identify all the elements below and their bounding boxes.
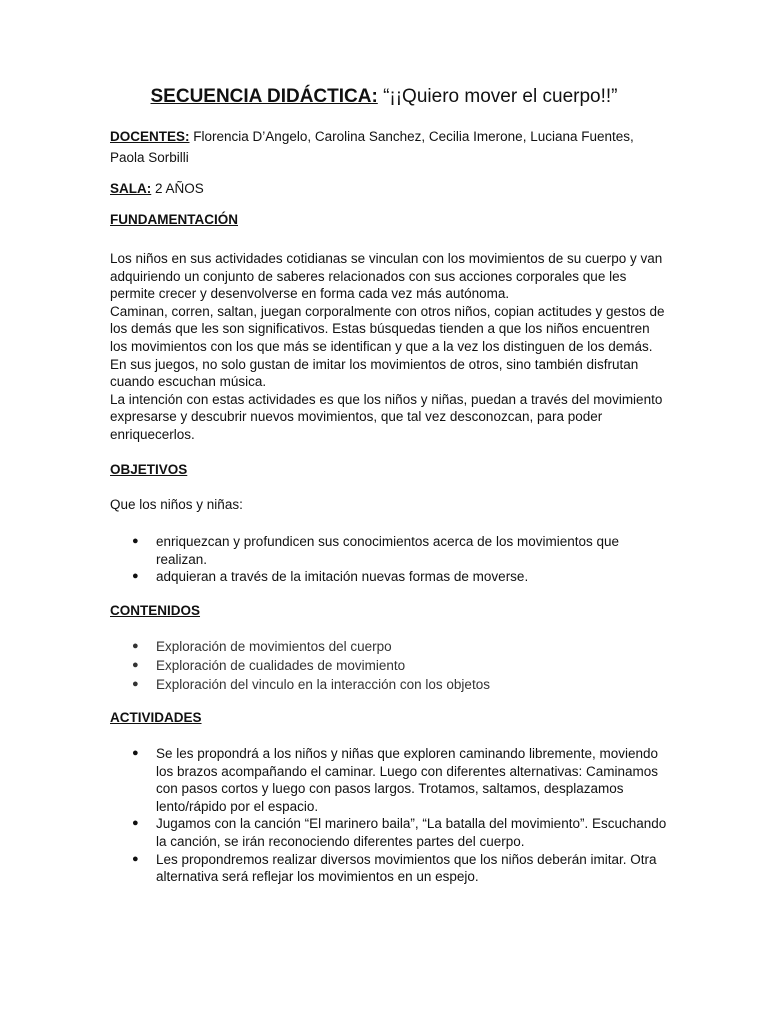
- list-item: [110, 676, 670, 694]
- fundamentacion-paragraph: La intención con estas actividades es que los niños y niñas, puedan a través del movimiento expresarse y descubrir nuevos movimientos, que tal vez desconozcan, para poder enriquecerlos.: [110, 391, 663, 442]
- list-item: [110, 657, 670, 675]
- objetivos-heading: OBJETIVOS: [110, 462, 188, 477]
- fundamentacion-paragraph: Los niños en sus actividades cotidianas se vinculan con los movimientos de su cuerpo y van adquiriendo un conjunto de saberes relacionados con sus acciones corporales que les permite crecer y desenvolverse en forma cada vez más autónoma.: [110, 251, 663, 302]
- actividades-list: [110, 745, 670, 886]
- list-item-text: Se les propondrá a los niños y niñas que exploren caminando libremente, moviendo los brazos acompañando el caminar. Luego con diferentes alternativas: Caminamos con pasos cortos y luego con pasos largos. Trotamos, saltamos, desplazamos lento/rápido por el espacio.: [156, 746, 659, 814]
- bullet-icon: ●: [132, 640, 139, 652]
- bullet-icon: ●: [132, 570, 139, 583]
- list-item-text: Les propondremos realizar diversos movimientos que los niños deberán imitar. Otra alternativa será reflejar los movimientos en un espejo.: [156, 851, 657, 885]
- list-item-text: Exploración de movimientos del cuerpo: [156, 639, 392, 654]
- list-item: [110, 568, 670, 586]
- list-item: [110, 851, 670, 886]
- bullet-icon: ●: [132, 817, 139, 830]
- bullet-icon: ●: [132, 658, 139, 671]
- bullet-icon: ●: [132, 535, 139, 547]
- fundamentacion-heading: FUNDAMENTACIÓN: [110, 212, 238, 227]
- docentes-value: Florencia D’Angelo, Carolina Sanchez, Cecilia Imerone, Luciana Fuentes, Paola Sorbilli: [110, 129, 634, 165]
- sala-value: 2 AÑOS: [155, 181, 204, 196]
- bullet-icon: ●: [132, 852, 139, 865]
- list-item: [110, 745, 670, 815]
- actividades-heading: ACTIVIDADES: [110, 710, 202, 725]
- list-item-text: Exploración de cualidades de movimiento: [156, 657, 406, 673]
- title-text: “¡¡Quiero mover el cuerpo!!”: [383, 86, 618, 107]
- bullet-icon: ●: [132, 747, 139, 759]
- list-item-text: Exploración del vinculo en la interacción con los objetos: [156, 676, 490, 692]
- objetivos-list: [110, 533, 670, 586]
- objetivos-intro: Que los niños y niñas:: [110, 497, 243, 512]
- document-title: [0, 86, 768, 108]
- bullet-icon: ●: [132, 677, 139, 690]
- docentes-label: DOCENTES:: [110, 129, 190, 144]
- contenidos-heading: CONTENIDOS: [110, 603, 201, 618]
- docentes-line: [110, 126, 670, 168]
- list-item: [110, 815, 670, 850]
- fundamentacion-paragraph: Caminan, corren, saltan, juegan corporalmente con otros niños, copian actitudes y gestos de los demás que les son significativos. Estas búsquedas tienden a que los niños encuentren los movimientos con los que más se identifican y que a la vez los distinguen de los demás. En sus juegos, no solo gustan de imitar los movimientos de otros, sino también disfrutan cuando escuchan música.: [110, 303, 665, 390]
- list-item-text: enriquezcan y profundicen sus conocimientos acerca de los movimientos que realizan.: [156, 534, 620, 567]
- contenidos-list: [110, 638, 670, 695]
- sala-line: [110, 178, 670, 199]
- list-item: [110, 533, 670, 568]
- fundamentacion-body: [110, 250, 670, 444]
- list-item-text: adquieran a través de la imitación nuevas formas de moverse.: [156, 569, 529, 585]
- title-label: SECUENCIA DIDÁCTICA:: [150, 86, 378, 107]
- list-item: [110, 638, 670, 656]
- list-item-text: Jugamos con la canción “El marinero baila”, “La batalla del movimiento”. Escuchando la canción, se irán reconociendo diferentes partes del cuerpo.: [156, 816, 667, 849]
- sala-label: SALA:: [110, 181, 152, 196]
